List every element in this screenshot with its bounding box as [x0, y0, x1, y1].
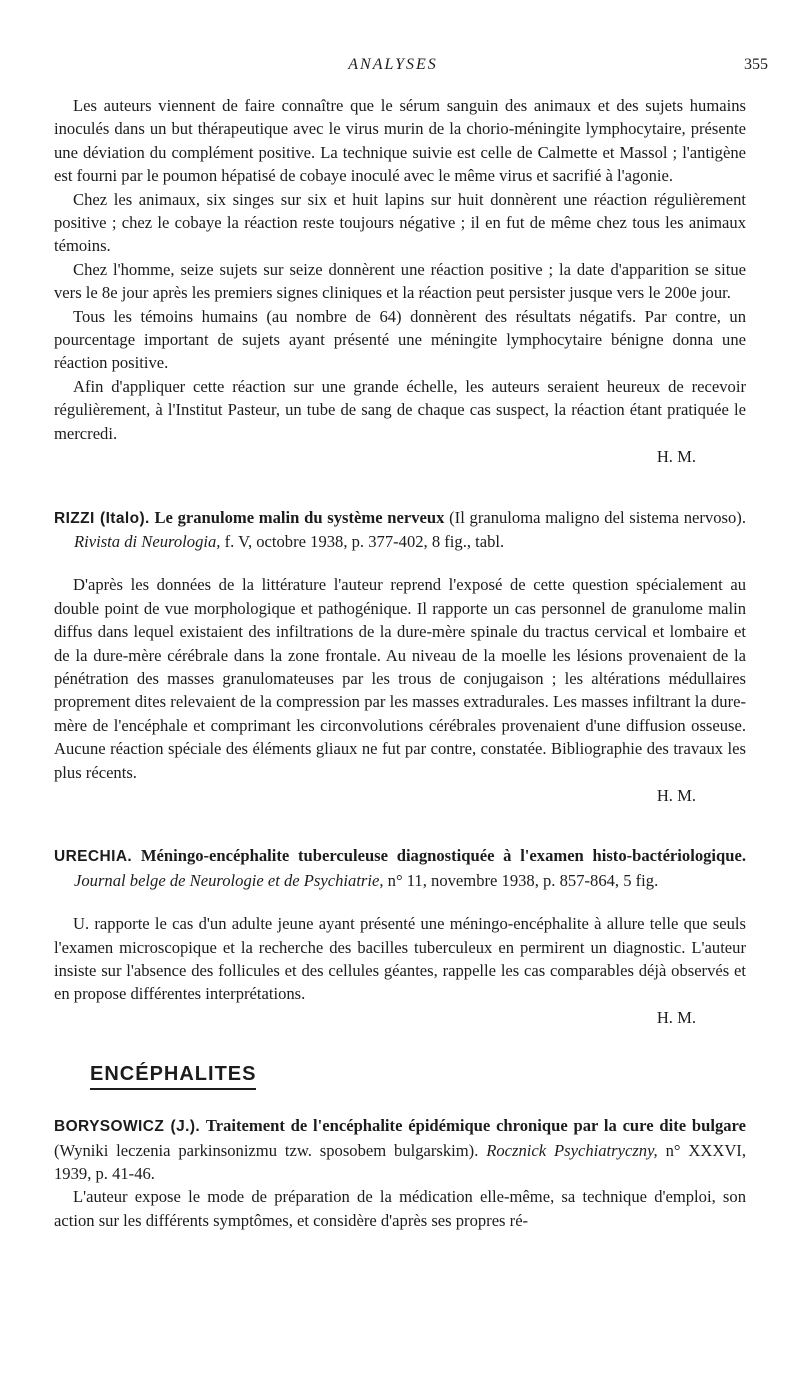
review-urechia	[54, 844, 746, 1029]
review-rizzi	[54, 506, 746, 808]
citation-details: n° XXXVI, 1939, p. 41-46.	[54, 1140, 746, 1184]
review-title: Le granulome malin du système nerveux	[154, 507, 445, 527]
review-header	[54, 1114, 746, 1185]
review-chorio-meningite	[54, 94, 746, 469]
page-content	[54, 94, 746, 1232]
review-body: D'après les données de la littérature l'auteur reprend l'exposé de cette question spécialement au double point de vue morphologique et pathogénique. Il rapporte un cas personnel de granulome malin diffus dans lequel existaient des infiltrations de la dure-mère spinale du tractus cervical et lombaire et de la dure-mère cérébrale dans la zone frontale. Au niveau de la moelle les lésions provenaient de la pénétration des masses granulomateuses par les trous de conjugaison ; les altérations médullaires proprement dites relevaient de la compression par les masses extradurales. Les masses infiltrant la dure-mère de l'encéphale et comprimant les circonvolutions cérébrales provenaient d'une diffusion osseuse. Aucune réaction spéciale des éléments gliaux ne fut par contre, constatée. Bibliographie des travaux les plus récents.	[54, 575, 746, 782]
journal-name: Rocznick Psychiatryczny,	[486, 1140, 658, 1160]
section-heading: ENCÉPHALITES	[90, 1063, 256, 1090]
review-author: URECHIA.	[54, 848, 133, 866]
review-header	[54, 506, 746, 554]
signature: H. M.	[656, 1007, 696, 1027]
review-body: L'auteur expose le mode de préparation de la médication elle-même, sa technique d'emploi, son action sur les différents symptômes, et considère d'après ses propres ré-	[54, 1187, 746, 1230]
citation-text: (Il granuloma maligno del sistema nervoso).	[449, 507, 746, 527]
paragraph: Chez les animaux, six singes sur six et huit lapins sur huit donnèrent une réaction régulièrement positive ; chez le cobaye la réaction reste toujours négative ; il en fut de même chez tous les animaux témoins.	[54, 189, 746, 256]
review-author: RIZZI (Italo).	[54, 509, 150, 527]
paragraph: Les auteurs viennent de faire connaître que le sérum sanguin des animaux et des sujets humains inoculés dans un but thérapeutique avec le virus murin de la chorio-méningite lymphocytaire, présente une déviation du complément positive. La technique suivie est celle de Calmette et Massol ; l'antigène est fourni par le poumon hépatisé de cobaye inoculé avec le même virus et sacrifié à l'agonie.	[54, 96, 746, 186]
citation-details: f. V, octobre 1938, p. 377-402, 8 fig., tabl.	[224, 531, 505, 551]
paragraph: Tous les témoins humains (au nombre de 64) donnèrent des résultats négatifs. Par contre, un pourcentage important de sujets ayant présenté une méningite lymphocytaire bénigne donna une réaction positive.	[54, 306, 746, 373]
signature: H. M.	[656, 785, 696, 805]
signature-line	[54, 1006, 746, 1029]
paragraph: Afin d'appliquer cette réaction sur une grande échelle, les auteurs seraient heureux de recevoir régulièrement, à l'Institut Pasteur, un tube de sang de chaque cas suspect, la réaction étant pratiquée le mercredi.	[54, 376, 746, 443]
signature-line	[54, 445, 746, 468]
citation-details: n° 11, novembre 1938, p. 857-864, 5 fig.	[387, 870, 659, 890]
citation-text: (Wyniki leczenia parkinsonizmu tzw. sposobem bulgarskim).	[54, 1140, 479, 1160]
review-header	[54, 844, 746, 892]
running-title: ANALYSES	[348, 56, 438, 73]
page-header	[0, 56, 800, 80]
review-author: BORYSOWICZ (J.).	[54, 1118, 201, 1136]
review-title: Traitement de l'encéphalite épidémique chronique par la cure dite bulgare	[205, 1116, 746, 1136]
review-title: Méningo-encéphalite tuberculeuse diagnostiquée à l'examen histo-bactériologique.	[140, 846, 746, 866]
journal-name: Rivista di Neurologia,	[74, 531, 221, 551]
review-body: U. rapporte le cas d'un adulte jeune ayant présenté une méningo-encéphalite à allure telle que seuls l'examen microscopique et la recherche des bacilles tuberculeux en permirent un diagnostic. L'auteur insiste sur l'absence des follicules et des cellules géantes, rappelle les cas comparables déjà observés et en propose différentes interprétations.	[54, 914, 746, 1004]
signature-line	[54, 784, 746, 807]
journal-name: Journal belge de Neurologie et de Psychiatrie,	[74, 870, 384, 890]
paragraph: Chez l'homme, seize sujets sur seize donnèrent une réaction positive ; la date d'apparition se situe vers le 8e jour après les premiers signes cliniques et la réaction peut persister jusque vers le 200e jour.	[54, 259, 746, 303]
review-borysowicz	[54, 1114, 746, 1232]
signature: H. M.	[656, 447, 696, 467]
page-number: 355	[744, 56, 768, 73]
